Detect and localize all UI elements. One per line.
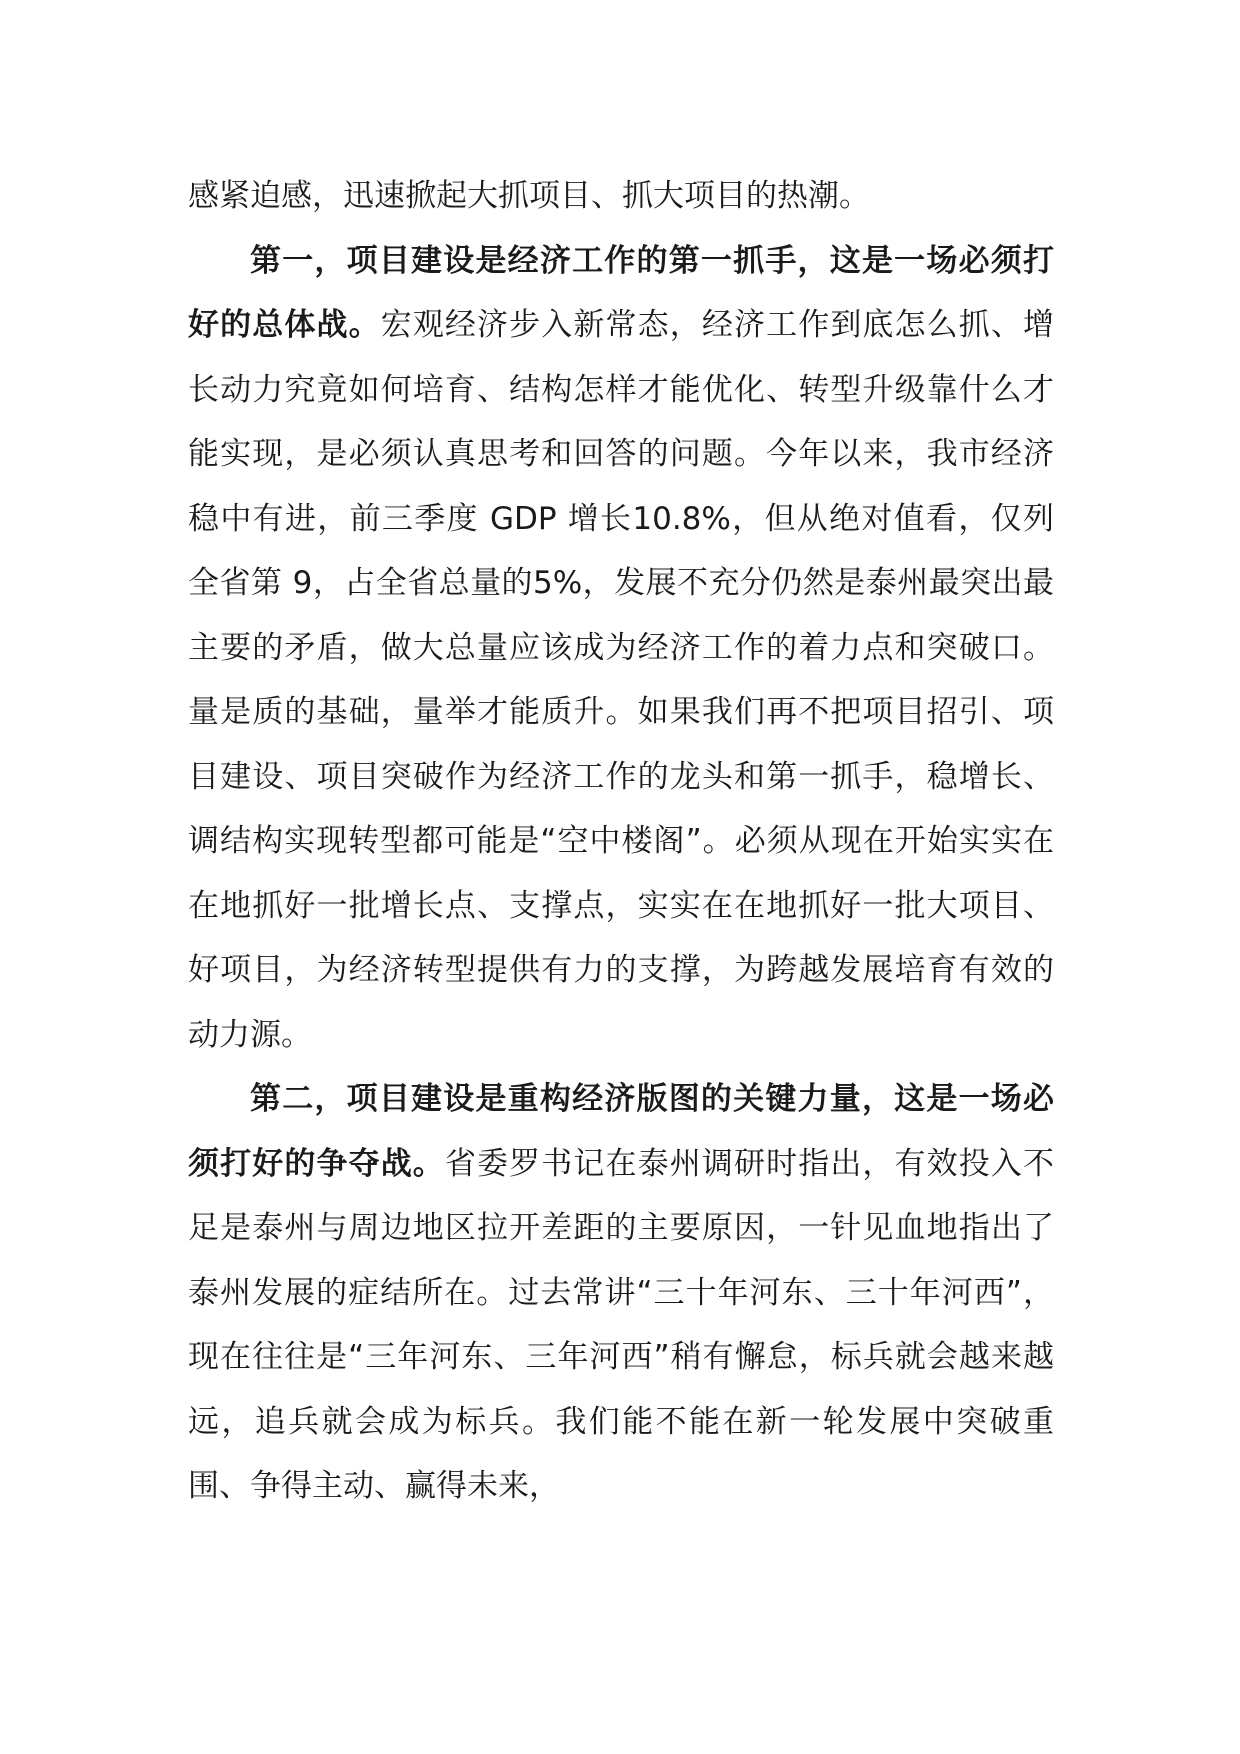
paragraph-text: 宏观经济步入新常态，经济工作到底怎么抓、增长动力究竟如何培育、结构怎样才能优化、转型升级靠什么才能实现，是必须认真思考和回答的问题。今年以来，我市经济稳中有进，前三季度 GDP 增长10.8%，但从绝对值看，仅列全省第 9，占全省总量的5%，发展不充分仍然是泰州最突出最主要的矛盾，做大总量应该成为经济工作的着力点和突破口。量是质的基础，量举才能质升。如果我们再不把项目招引、项目建设、项目突破作为经济工作的龙头和第一抓手，稳增长、调结构实现转型都可能是“空中楼阁”。必须从现在开始实实在在地抓好一批增长点、支撑点，实实在在地抓好一批大项目、好项目，为经济转型提供有力的支撑，为跨越发展培育有效的动力源。 xyxy=(188,307,1055,1053)
paragraph-text: 省委罗书记在泰州调研时指出，有效投入不足是泰州与周边地区拉开差距的主要原因，一针见血地指出了泰州发展的症结所在。过去常讲“三十年河东、三十年河西”，现在往往是“三年河东、三年河西”稍有懈怠，标兵就会越来越远，追兵就会成为标兵。我们能不能在新一轮发展中突破重围、争得主动、赢得未来， xyxy=(188,1145,1055,1504)
paragraph-first-point xyxy=(188,229,1054,1068)
paragraph-heading: 第一，项目建设是经济工作的第一抓手，这是一场必须打好的总体战。 xyxy=(188,242,1054,343)
paragraph-heading: 第二，项目建设是重构经济版图的关键力量，这是一场必须打好的争夺战。 xyxy=(188,1081,1054,1182)
paragraph-continuation xyxy=(188,164,1054,229)
document-page xyxy=(188,164,1054,1519)
paragraph-second-point xyxy=(188,1067,1054,1519)
paragraph-text: 感紧迫感，迅速掀起大抓项目、抓大项目的热潮。 xyxy=(188,178,870,214)
